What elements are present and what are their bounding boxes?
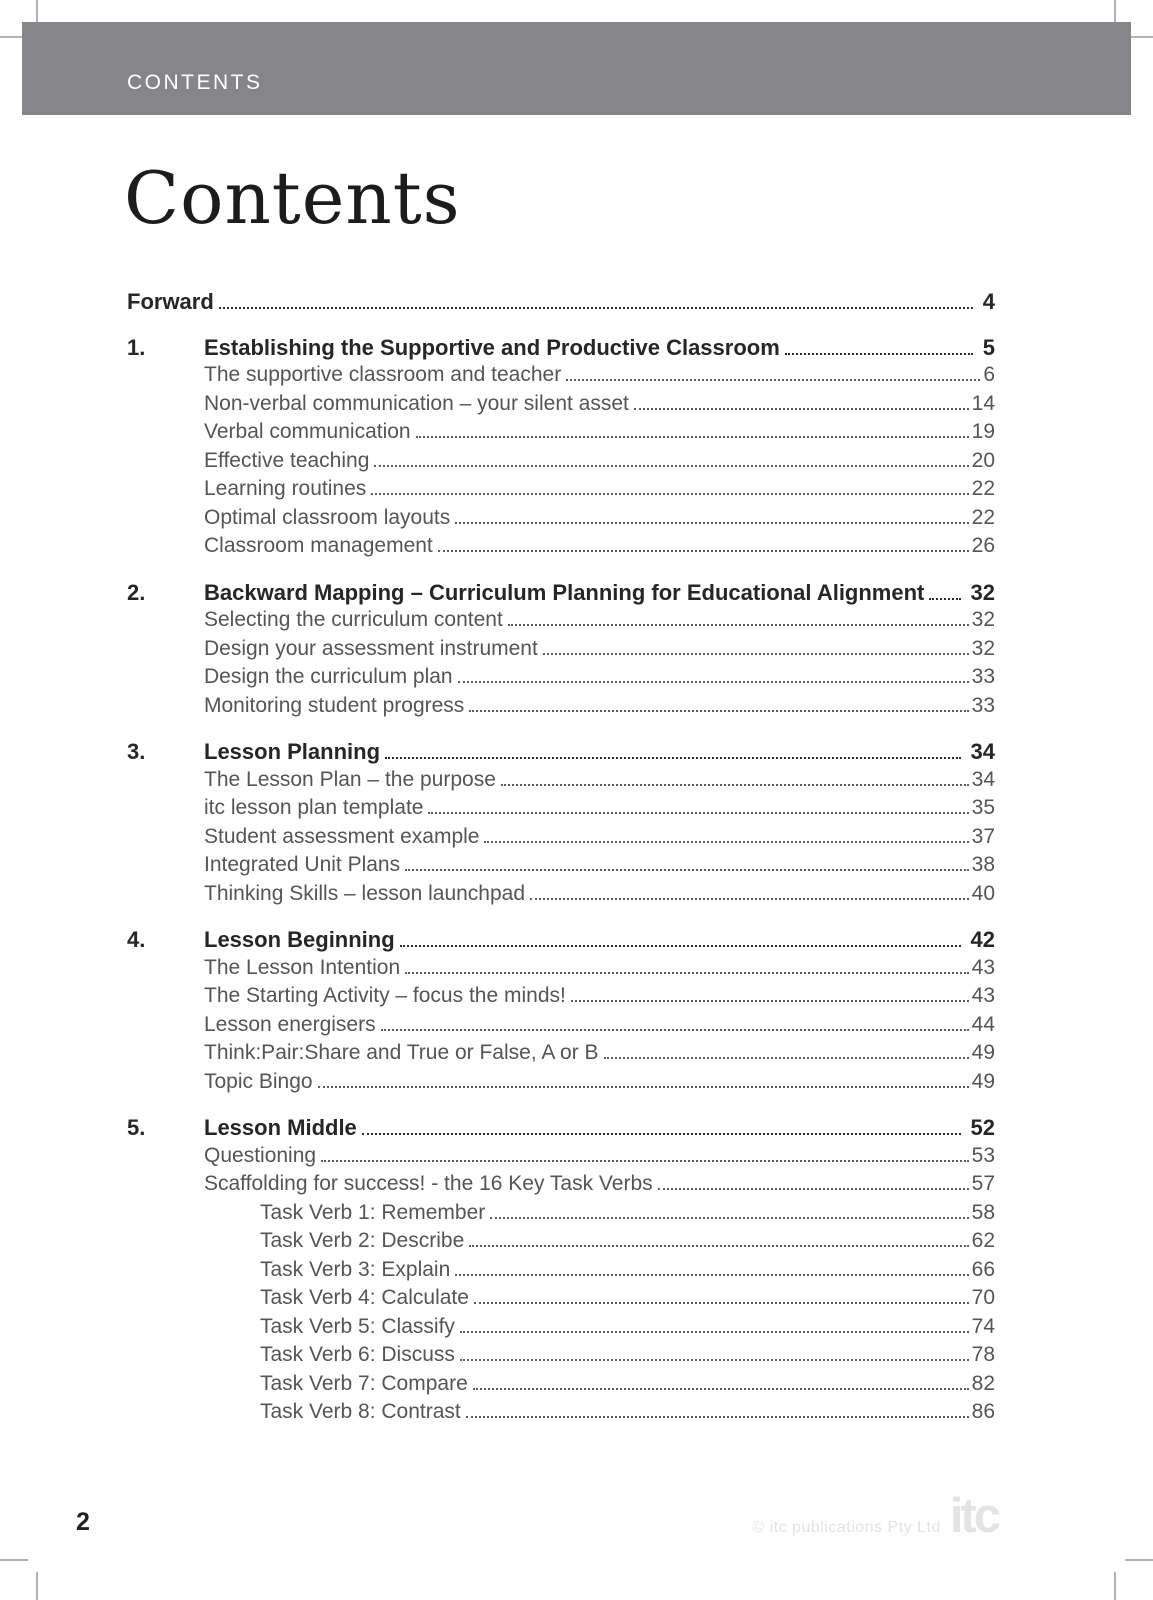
dot-leader [604, 1057, 969, 1059]
toc-section-heading-row [127, 580, 995, 609]
crop-mark [36, 1572, 38, 1600]
toc-entry-row [127, 1070, 995, 1099]
toc-section-heading-row [127, 335, 995, 364]
toc-entry-row [127, 984, 995, 1013]
toc-entry-row [127, 506, 995, 535]
toc-entry-page: 58 [971, 1200, 995, 1224]
toc-entry-label: Monitoring student progress [204, 693, 465, 717]
toc-entry-row [127, 1315, 995, 1344]
toc-entry-row [127, 1172, 995, 1201]
toc-entry-row [127, 1013, 995, 1042]
dot-leader [785, 353, 973, 355]
toc-entry-label: Questioning [204, 1143, 317, 1167]
toc-entry-page: 22 [971, 477, 995, 500]
toc-entry-label: Optimal classroom layouts [204, 505, 451, 529]
dot-leader [634, 408, 969, 410]
toc-entry-row [127, 477, 995, 506]
dot-leader [473, 1388, 969, 1390]
toc-entry-page: 34 [971, 767, 995, 791]
dot-leader [438, 550, 969, 552]
dot-leader [929, 598, 960, 600]
toc-entry-page: 20 [971, 448, 995, 472]
toc-entry-page: 82 [971, 1371, 995, 1395]
toc-entry-page: 37 [971, 824, 995, 848]
toc-entry-label: Thinking Skills – lesson launchpad [204, 881, 526, 905]
toc-entry-page: 43 [971, 984, 995, 1007]
toc-section-number: 1. [127, 334, 146, 360]
toc-entry-page: 74 [971, 1314, 995, 1338]
itc-logo: itc [949, 1489, 998, 1543]
dot-leader [371, 493, 968, 495]
toc-entry-page: 57 [971, 1172, 995, 1195]
toc-entry-row [127, 882, 995, 911]
dot-leader [469, 710, 968, 712]
toc-entry-label: Task Verb 6: Discuss [260, 1343, 455, 1366]
dot-leader [484, 841, 968, 843]
toc-section-number: 5. [127, 1115, 146, 1140]
toc-entry-row [127, 1286, 995, 1315]
toc-section [127, 927, 995, 1098]
toc-entry-label: The Starting Activity – focus the minds! [204, 984, 566, 1007]
toc-section-page: 52 [970, 1115, 995, 1140]
toc-entry-page: 43 [971, 955, 995, 979]
dot-leader [321, 1160, 969, 1162]
toc-entry-row [127, 1229, 995, 1258]
toc-entry-label: Task Verb 3: Explain [260, 1257, 451, 1281]
toc-section-title: Lesson Beginning [204, 927, 395, 952]
dot-leader [466, 1416, 969, 1418]
toc-entry-page: 35 [971, 796, 995, 819]
toc-entry-label: Verbal communication [204, 420, 411, 443]
toc-entry-row [127, 392, 995, 421]
toc-entry-label: Selecting the curriculum content [204, 608, 503, 631]
toc-entry-label: Think:Pair:Share and True or False, A or B [204, 1041, 599, 1064]
toc-section-title: Lesson Planning [204, 739, 381, 764]
toc-entry-page: 49 [971, 1041, 995, 1064]
toc-section [127, 739, 995, 910]
toc-entry-label: Task Verb 1: Remember [260, 1200, 486, 1224]
toc-entry-page: 49 [971, 1069, 995, 1093]
toc-forward-row [127, 289, 995, 318]
toc-section-heading-row [127, 1115, 995, 1144]
dot-leader [658, 1188, 969, 1190]
toc-entry-label: Integrated Unit Plans [204, 853, 401, 876]
page-title: Contents [124, 156, 461, 240]
dot-leader [501, 784, 969, 786]
toc-entry-row [127, 363, 995, 392]
toc-entry-row [127, 768, 995, 797]
toc-entry-row [127, 1201, 995, 1230]
toc-entry-row [127, 608, 995, 637]
toc-section-heading-row [127, 739, 995, 768]
dot-leader [543, 653, 969, 655]
toc-entry-row [127, 1372, 995, 1401]
toc-entry-label: Task Verb 2: Describe [260, 1229, 465, 1252]
toc-entry-label: Design the curriculum plan [204, 665, 453, 688]
toc-entry-page: 4 [982, 289, 995, 314]
toc-entry-page: 86 [971, 1400, 995, 1423]
dot-leader [381, 1029, 969, 1031]
toc-section-page: 32 [970, 579, 995, 605]
toc-entry-page: 53 [971, 1143, 995, 1167]
dot-leader [469, 1245, 968, 1247]
running-head-label: CONTENTS [127, 71, 263, 94]
toc-entry-row [127, 1400, 995, 1429]
toc-entry-row [127, 665, 995, 694]
toc-entry-page: 14 [971, 391, 995, 415]
toc-entry-row [127, 637, 995, 666]
crop-mark [0, 1559, 28, 1561]
dot-leader [508, 624, 969, 626]
dot-leader [405, 972, 969, 974]
toc-entry-label: Lesson energisers [204, 1012, 376, 1036]
toc-entry-page: 33 [971, 693, 995, 717]
copyright-text: © itc publications Pty Ltd [752, 1519, 941, 1536]
toc-entry-label: Student assessment example [204, 824, 480, 848]
toc-section-number: 2. [127, 579, 146, 605]
toc-entry-label: itc lesson plan template [204, 796, 424, 819]
toc-entry-label: Learning routines [204, 477, 367, 500]
toc-entry-page: 70 [971, 1286, 995, 1309]
toc-entry-page: 6 [983, 363, 995, 386]
toc-entry-page: 22 [971, 505, 995, 529]
toc-entry-label: The supportive classroom and teacher [204, 363, 562, 386]
toc-entry-label: Task Verb 5: Classify [260, 1314, 455, 1338]
toc-entry-row [127, 534, 995, 563]
dot-leader [400, 945, 961, 947]
dot-leader [474, 1302, 969, 1304]
toc-entry-row [127, 449, 995, 478]
dot-leader [530, 898, 969, 900]
dot-leader [460, 1359, 969, 1361]
toc-entry-row [127, 1258, 995, 1287]
toc-entry-label: Design your assessment instrument [204, 636, 538, 660]
toc-entry-page: 78 [971, 1343, 995, 1366]
toc-entry-page: 38 [971, 853, 995, 876]
toc-section-title: Backward Mapping – Curriculum Planning for Educational Alignment [204, 579, 925, 605]
toc-section-page: 34 [970, 739, 995, 764]
dot-leader [455, 1274, 968, 1276]
toc-entry-label: The Lesson Plan – the purpose [204, 767, 496, 791]
dot-leader [416, 436, 969, 438]
dot-leader [566, 379, 980, 381]
toc-entry-label: Non-verbal communication – your silent asset [204, 391, 629, 415]
toc-entry-label: Forward [127, 289, 214, 314]
header-band [22, 22, 1131, 115]
footer-credit [752, 1489, 998, 1543]
dot-leader [571, 1000, 969, 1002]
toc-section-title: Lesson Middle [204, 1115, 357, 1140]
toc-section-number: 3. [127, 739, 146, 764]
toc-entry-label: The Lesson Intention [204, 955, 401, 979]
toc-section [127, 1115, 995, 1429]
crop-mark [1114, 1572, 1116, 1600]
dot-leader [458, 681, 969, 683]
toc-entry-page: 66 [971, 1257, 995, 1281]
toc-entry-row [127, 853, 995, 882]
dot-leader [490, 1217, 968, 1219]
dot-leader [362, 1133, 961, 1135]
page-number: 2 [76, 1508, 90, 1536]
toc-entry-label: Scaffolding for success! - the 16 Key Task Verbs [204, 1172, 653, 1195]
toc [127, 289, 995, 1429]
toc-section-page: 5 [982, 334, 995, 360]
toc-section-number: 4. [127, 927, 146, 952]
toc-entry-label: Classroom management [204, 534, 433, 557]
crop-mark [1125, 1559, 1153, 1561]
toc-entry-label: Task Verb 8: Contrast [260, 1400, 461, 1423]
toc-section [127, 580, 995, 723]
dot-leader [455, 522, 968, 524]
toc-entry-row [127, 825, 995, 854]
toc-entry-row [127, 420, 995, 449]
dot-leader [318, 1086, 969, 1088]
toc-entry-page: 32 [971, 608, 995, 631]
toc-entry-page: 44 [971, 1012, 995, 1036]
toc-section-title: Establishing the Supportive and Productive Classroom [204, 334, 780, 360]
toc-entry-page: 62 [971, 1229, 995, 1252]
toc-entry-page: 33 [971, 665, 995, 688]
toc-entry-row [127, 1144, 995, 1173]
toc-entry-label: Task Verb 7: Compare [260, 1371, 468, 1395]
toc-entry-row [127, 796, 995, 825]
toc-entry-page: 26 [971, 534, 995, 557]
toc-entry-label: Topic Bingo [204, 1069, 313, 1093]
dot-leader [374, 465, 968, 467]
dot-leader [219, 307, 973, 309]
toc-entry-row [127, 694, 995, 723]
toc-entry-row [127, 1343, 995, 1372]
toc-section-heading-row [127, 927, 995, 956]
dot-leader [385, 757, 960, 759]
toc-section-page: 42 [970, 927, 995, 952]
dot-leader [405, 869, 969, 871]
toc-entry-row [127, 956, 995, 985]
toc-entry-label: Effective teaching [204, 448, 370, 472]
toc-entry-page: 40 [971, 881, 995, 905]
toc-section [127, 335, 995, 563]
dot-leader [428, 812, 968, 814]
toc-entry-label: Task Verb 4: Calculate [260, 1286, 469, 1309]
dot-leader [460, 1331, 969, 1333]
toc-entry-page: 32 [971, 636, 995, 660]
toc-entry-page: 19 [971, 420, 995, 443]
toc-entry-row [127, 1041, 995, 1070]
